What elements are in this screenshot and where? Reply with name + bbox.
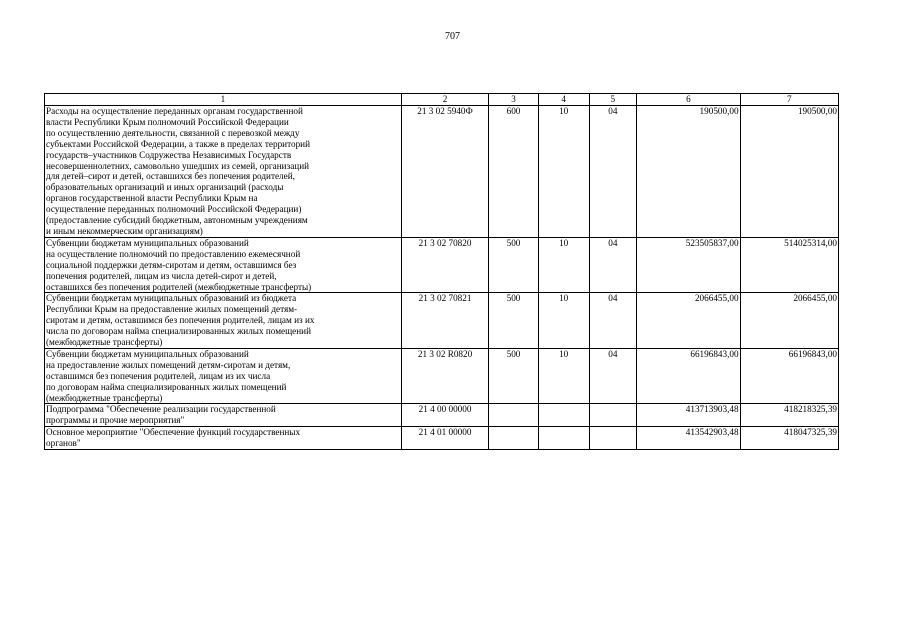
row-amount-year2-cell: 66196843,00 (740, 348, 838, 404)
row-amount-year1-cell: 66196843,00 (637, 348, 740, 404)
row-code-cell: 21 3 02 5940Ф (401, 106, 488, 238)
row-name-line: (межбюджетные трансферты) (46, 392, 163, 403)
row-name-cell (45, 293, 402, 349)
row-name-line: на предоставление жилых помещений детям-сиротам и детям, (46, 359, 291, 370)
table-row (45, 404, 839, 427)
row-name-line: власти Республики Крым полномочий Российской Федерации (46, 116, 289, 127)
row-name-line: Республики Крым на предоставление жилых помещений детям- (46, 304, 298, 315)
row-name-cell (45, 237, 402, 293)
row-name-line: для детей–сирот и детей, оставшихся без попечения родителей, (46, 171, 295, 182)
row-name-line: государств–участников Содружества Независимых Государств (46, 149, 292, 160)
row-name-line: (предоставление субсидий бюджетным, автономным учреждениям (46, 215, 308, 226)
row-expense-type-cell (489, 427, 539, 450)
row-name-line: органов" (46, 438, 81, 449)
row-subsection-cell: 04 (589, 348, 637, 404)
row-name-line: социальной поддержки детям-сиротам и детям, оставшимся без (46, 259, 297, 270)
row-name-line: (межбюджетные трансферты) (46, 337, 163, 348)
header-cell-1: 1 (45, 94, 402, 106)
row-name-line: субъектами Российской Федерации, а также в пределах территорий (46, 138, 310, 149)
row-subsection-cell (589, 404, 637, 427)
row-name-cell (45, 427, 402, 450)
row-name-line: сиротам и детям, оставшимся без попечения родителей, лицам из их (46, 315, 315, 326)
row-name-line: программы и прочие мероприятия" (46, 415, 185, 426)
row-name-line: числа по договорам найма специализированных жилых помещений (46, 326, 312, 337)
row-name-cell (45, 404, 402, 427)
header-cell-6: 6 (637, 94, 740, 106)
row-name-line: оставшихся без попечения родителей (межбюджетные трансферты) (46, 281, 312, 292)
row-expense-type-cell: 600 (489, 106, 539, 238)
row-amount-year2-cell: 418047325,39 (740, 427, 838, 450)
table-row (45, 237, 839, 293)
header-cell-4: 4 (538, 94, 589, 106)
header-cell-2: 2 (401, 94, 488, 106)
header-cell-5: 5 (589, 94, 637, 106)
row-name-line: попечения родителей, лицам из числа детей-сирот и детей, (46, 270, 277, 281)
row-expense-type-cell: 500 (489, 293, 539, 349)
row-name-line: несовершеннолетних, самовольно ушедших из семей, организаций (46, 160, 310, 171)
row-amount-year2-cell: 418218325,39 (740, 404, 838, 427)
row-code-cell: 21 4 00 00000 (401, 404, 488, 427)
row-section-cell (538, 404, 589, 427)
row-name-line: по осуществлению деятельности, связанной с перевозкой между (46, 127, 300, 138)
row-subsection-cell: 04 (589, 293, 637, 349)
row-expense-type-cell: 500 (489, 237, 539, 293)
table-row (45, 427, 839, 450)
row-amount-year2-cell: 190500,00 (740, 106, 838, 238)
row-amount-year2-cell: 514025314,00 (740, 237, 838, 293)
header-cell-3: 3 (489, 94, 539, 106)
row-name-line: Подпрограмма "Обеспечение реализации государственной (46, 404, 276, 415)
row-section-cell: 10 (538, 237, 589, 293)
row-name-line: по договорам найма специализированных жилых помещений (46, 381, 287, 392)
row-amount-year1-cell: 523505837,00 (637, 237, 740, 293)
page-number: 707 (445, 31, 460, 42)
row-subsection-cell: 04 (589, 106, 637, 238)
row-name-cell (45, 106, 402, 238)
row-name-line: Субвенции бюджетам муниципальных образований (46, 348, 249, 359)
row-code-cell: 21 4 01 00000 (401, 427, 488, 450)
row-name-line: Основное мероприятие "Обеспечение функций государственных (46, 427, 301, 438)
row-name-line: Субвенции бюджетам муниципальных образований из бюджета (46, 293, 297, 304)
row-amount-year2-cell: 2066455,00 (740, 293, 838, 349)
table-header-row (45, 94, 839, 106)
row-expense-type-cell (489, 404, 539, 427)
row-name-line: Субвенции бюджетам муниципальных образований (46, 237, 249, 248)
row-name-line: органов государственной власти Республики Крым на (46, 193, 258, 204)
row-code-cell: 21 3 02 70820 (401, 237, 488, 293)
row-name-line: осуществление переданных полномочий Российской Федерации) (46, 204, 302, 215)
row-amount-year1-cell: 413713903,48 (637, 404, 740, 427)
row-code-cell: 21 3 02 70821 (401, 293, 488, 349)
row-name-line: оставшимся без попечения родителей, лицам из их числа (46, 370, 271, 381)
budget-table (44, 93, 839, 450)
row-expense-type-cell: 500 (489, 348, 539, 404)
row-subsection-cell (589, 427, 637, 450)
row-section-cell: 10 (538, 348, 589, 404)
row-name-line: образовательных организаций и иных организаций (расходы (46, 182, 284, 193)
row-section-cell: 10 (538, 106, 589, 238)
table-row (45, 106, 839, 238)
row-amount-year1-cell: 413542903,48 (637, 427, 740, 450)
row-amount-year1-cell: 190500,00 (637, 106, 740, 238)
row-section-cell: 10 (538, 293, 589, 349)
row-subsection-cell: 04 (589, 237, 637, 293)
row-section-cell (538, 427, 589, 450)
row-amount-year1-cell: 2066455,00 (637, 293, 740, 349)
row-name-cell (45, 348, 402, 404)
row-code-cell: 21 3 02 R0820 (401, 348, 488, 404)
row-name-line: и иным некоммерческим организациям) (46, 225, 203, 236)
row-name-line: Расходы на осуществление переданных органам государственной (46, 106, 303, 116)
table-row (45, 348, 839, 404)
row-name-line: на осуществление полномочий по предоставлению ежемесячной (46, 248, 301, 259)
table-row (45, 293, 839, 349)
header-cell-7: 7 (740, 94, 838, 106)
